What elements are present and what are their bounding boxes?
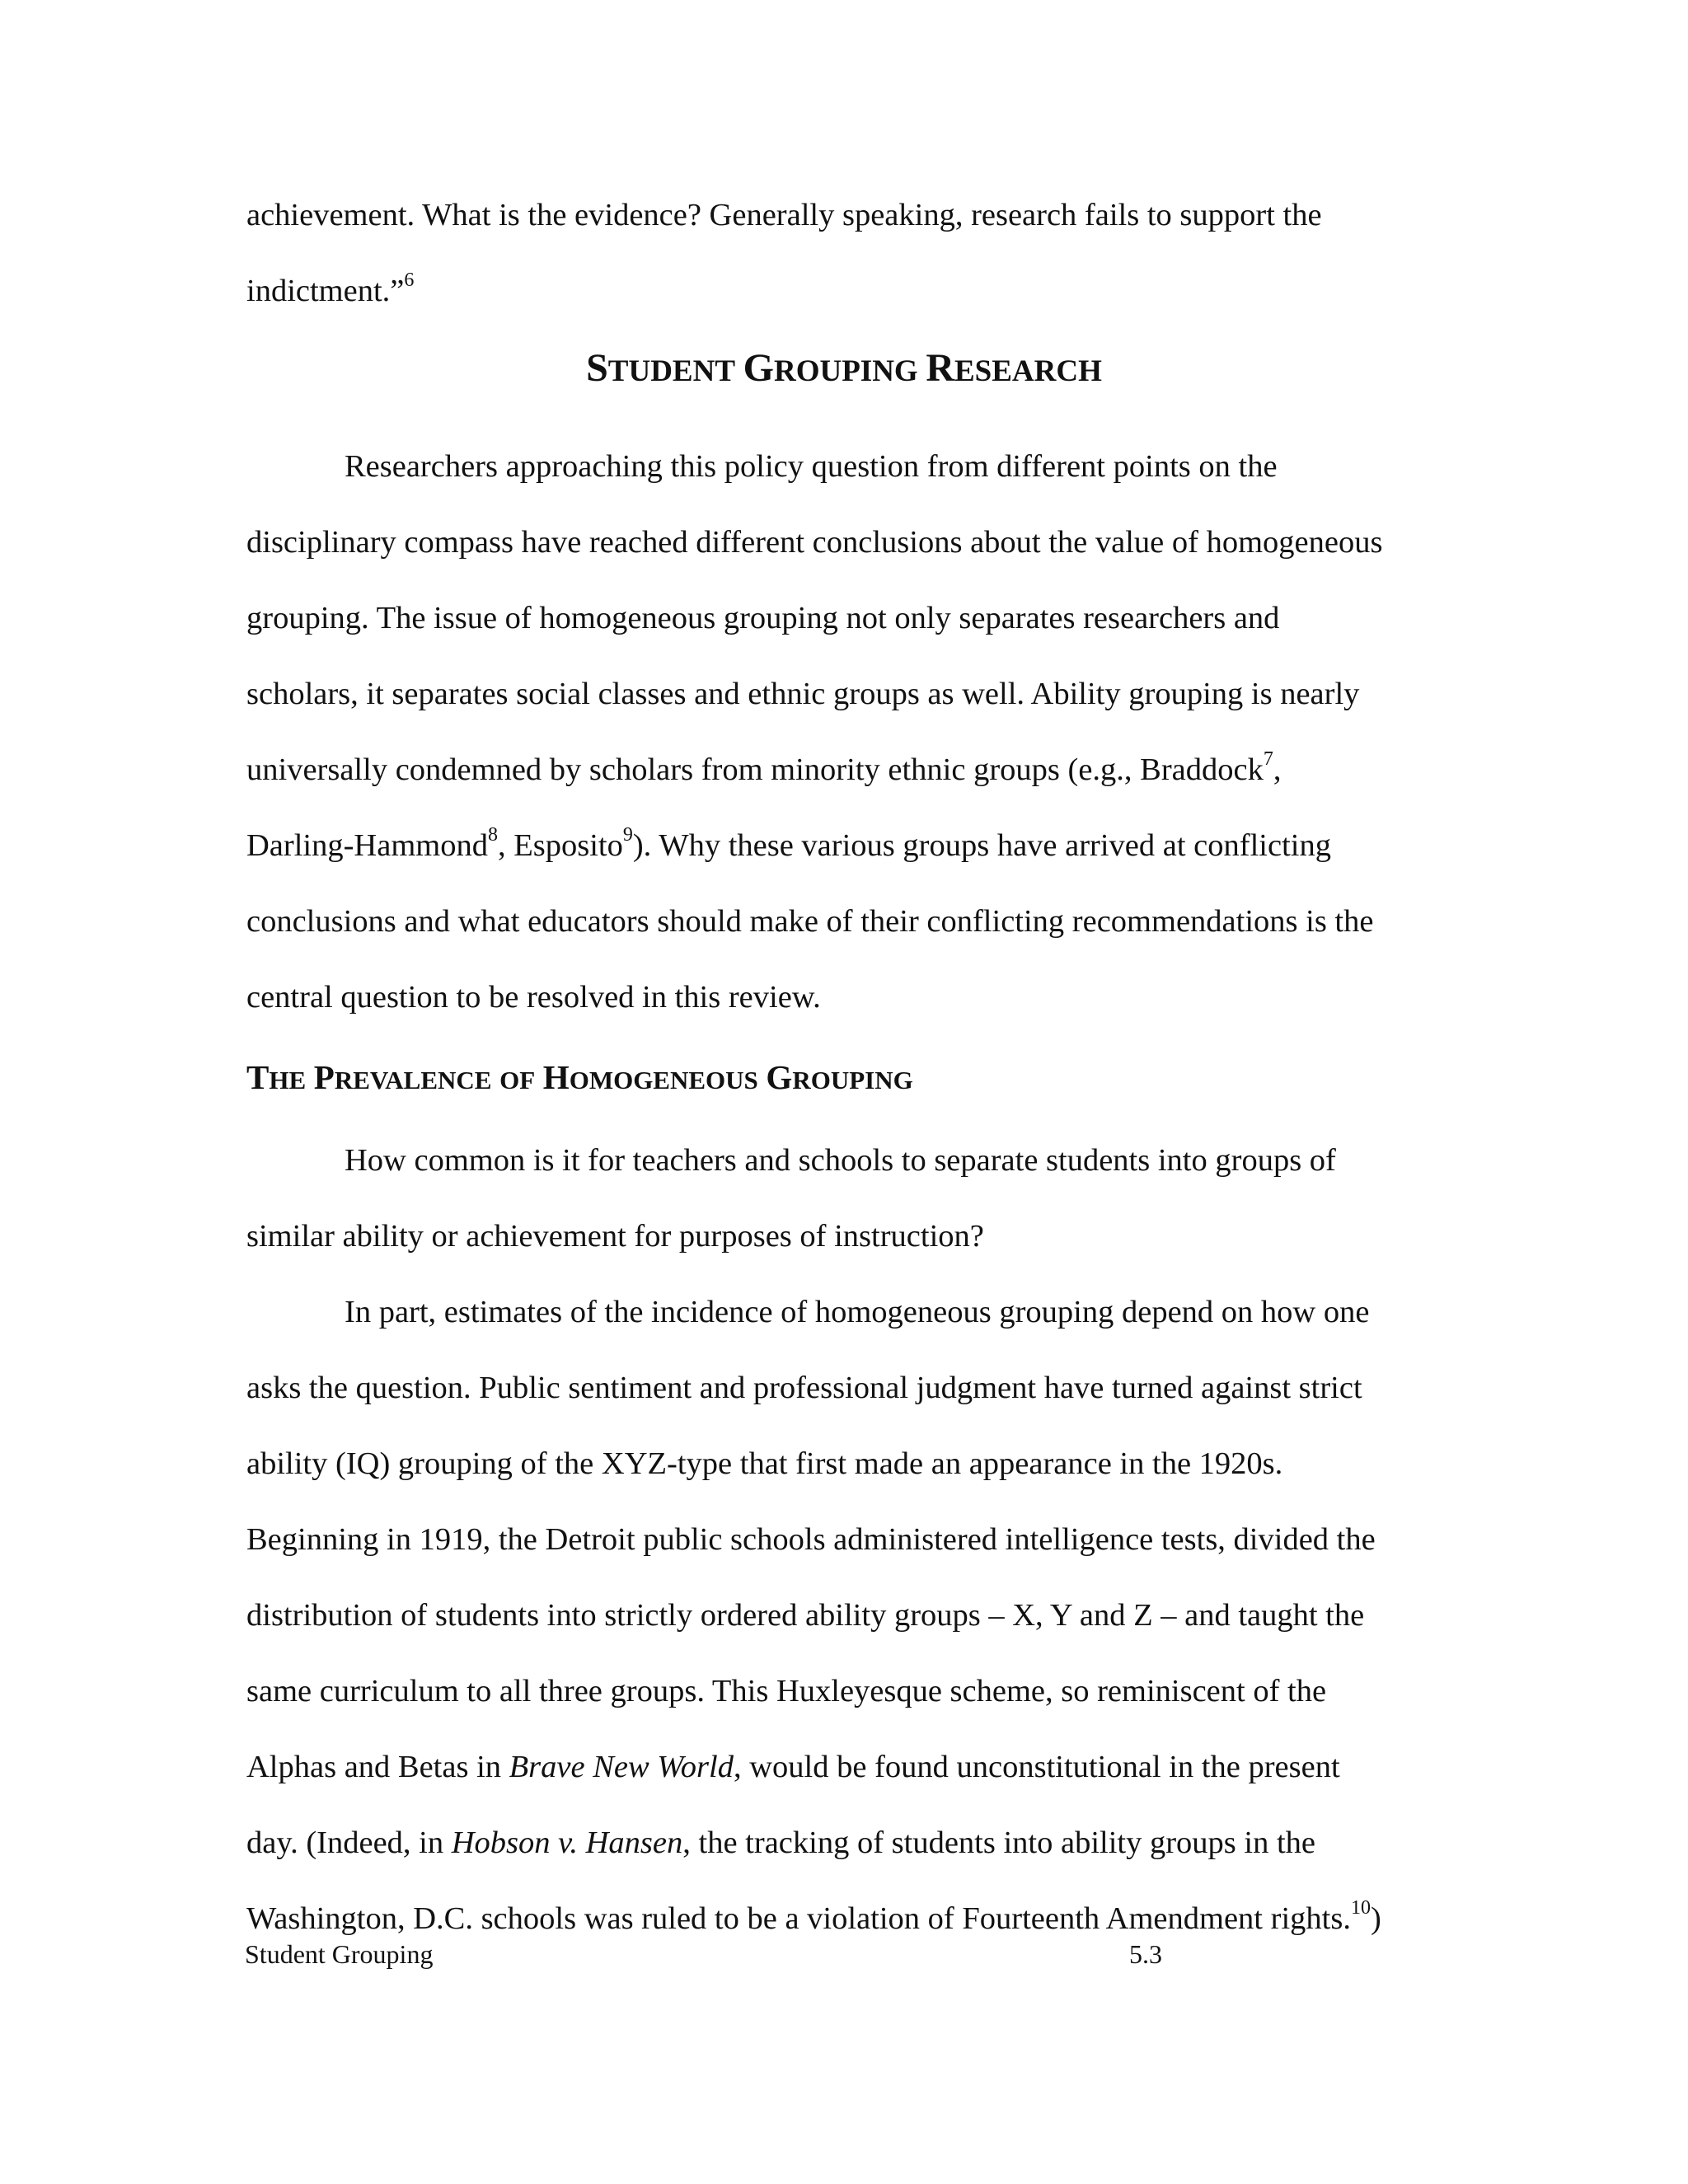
case-name: Hobson v. Hansen [451,1825,683,1860]
text: day. (Indeed, in [246,1825,452,1860]
text: , Esposito [497,828,623,863]
book-title: Brave New World [509,1750,734,1784]
section-heading [0,346,1688,391]
text: indictment.” [246,274,405,308]
text: central question to be resolved in this review. [246,980,821,1015]
body-line [246,824,1331,865]
body-line [246,269,415,310]
heading-text: ROUPING [773,354,918,388]
text: In part, estimates of the incidence of homogeneous grouping depend on how one [345,1295,1370,1329]
heading-text: HE [269,1066,307,1094]
heading-letter: T [246,1058,270,1096]
text: Darling-Hammond [246,828,488,863]
heading-text: TUDENT [607,354,735,388]
body-line [246,1748,1340,1786]
text: achievement. What is the evidence? Generally speaking, research fails to support the [246,198,1322,232]
body-line [246,1217,984,1255]
body-line [345,1293,1369,1331]
footnote-ref: 8 [487,824,498,846]
body-line [246,1897,1381,1938]
body-line [246,902,1373,940]
heading-text: OF [499,1066,536,1094]
footnote-ref: 9 [622,824,633,846]
footnote-ref: 10 [1350,1897,1371,1919]
text: scholars, it separates social classes and ethnic groups as well. Ability grouping is nearly [246,677,1360,711]
heading-letter: G [743,346,774,390]
body-line [246,1369,1362,1407]
text: Alphas and Betas in [246,1750,509,1784]
text: Washington, D.C. schools was ruled to be a violation of Fourteenth Amendment rights. [246,1901,1351,1936]
heading-letter: S [586,346,608,390]
body-line [246,675,1359,713]
footnote-ref: 7 [1263,748,1273,771]
body-line [246,748,1282,789]
text: , would be found unconstitutional in the present [733,1750,1340,1784]
body-line [246,1596,1364,1634]
text: Researchers approaching this policy question from different points on the [345,449,1278,484]
text: universally condemned by scholars from minority ethnic groups (e.g., Braddock [246,752,1264,787]
body-line [246,1521,1376,1558]
text: , the tracking of students into ability groups in the [682,1825,1316,1860]
body-line [246,978,821,1016]
text: ability (IQ) grouping of the XYZ-type that first made an appearance in the 1920s. [246,1446,1283,1481]
page-number: 5.3 [1129,1939,1162,1969]
body-line [345,448,1278,485]
body-line [246,599,1279,637]
footer-title: Student Grouping [245,1939,434,1969]
body-line [246,523,1382,561]
heading-letter: H [542,1058,570,1096]
text: same curriculum to all three groups. This Huxleyesque scheme, so reminiscent of the [246,1674,1327,1708]
text: , [1273,752,1282,787]
heading-text: ROUPING [792,1066,913,1094]
text: ). Why these various groups have arrived at conflicting [632,828,1331,863]
heading-text: OMOGENEOUS [569,1066,758,1094]
body-line [345,1141,1336,1179]
heading-letter: G [766,1058,793,1096]
subsection-heading [246,1058,913,1099]
text: Beginning in 1919, the Detroit public schools administered intelligence tests, divided the [246,1522,1376,1557]
body-line [246,1824,1315,1862]
heading-text: ESEARCH [954,354,1102,388]
text: similar ability or achievement for purposes of instruction? [246,1219,984,1254]
text: disciplinary compass have reached different conclusions about the value of homogeneous [246,525,1383,560]
text: distribution of students into strictly ordered ability groups – X, Y and Z – and taught the [246,1598,1365,1633]
text: conclusions and what educators should make of their conflicting recommendations is the [246,904,1374,939]
text: ) [1370,1901,1381,1936]
heading-letter: P [313,1058,335,1096]
text: asks the question. Public sentiment and professional judgment have turned against strict [246,1371,1362,1405]
heading-text: REVALENCE [334,1066,492,1094]
body-line [246,1445,1282,1483]
heading-letter: R [926,346,954,390]
body-line [246,196,1322,234]
body-line [246,1672,1326,1710]
footnote-ref: 6 [404,269,415,292]
text: How common is it for teachers and schools to separate students into groups of [345,1143,1336,1178]
text: grouping. The issue of homogeneous grouping not only separates researchers and [246,601,1280,635]
